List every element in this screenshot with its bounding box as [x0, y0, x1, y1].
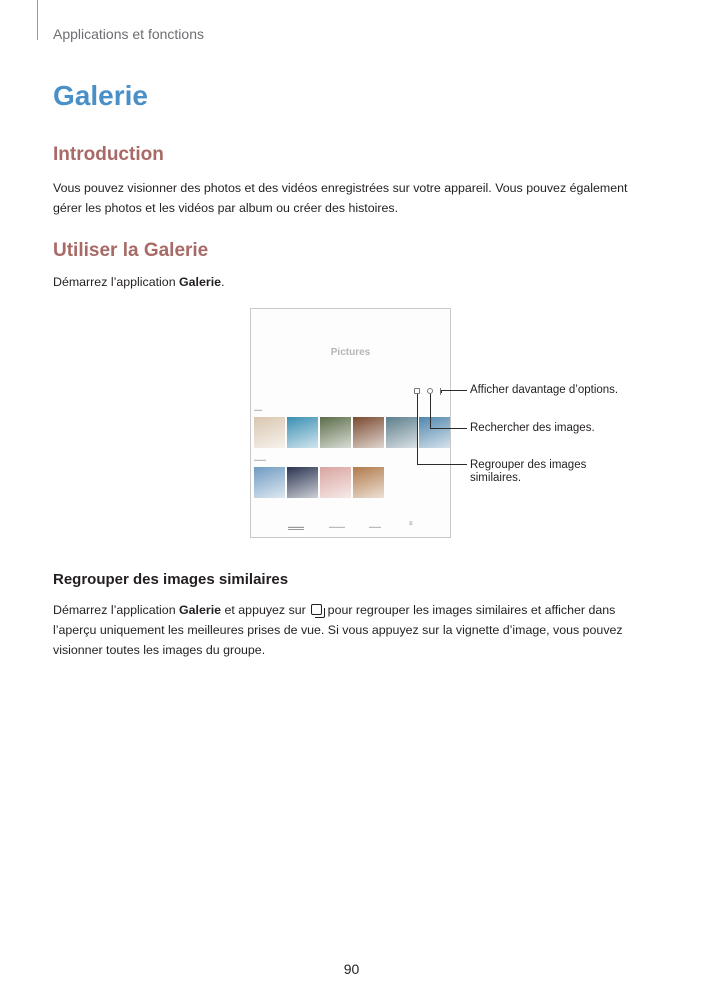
callout-group-line1: Regrouper des images [470, 459, 587, 471]
group-similar-icon [311, 604, 322, 615]
photo-thumbnail[interactable] [353, 417, 384, 448]
use-text-after: . [221, 275, 225, 289]
photo-thumbnail[interactable] [419, 417, 450, 448]
screenshot-section-label: ▬▬▬ [254, 457, 266, 462]
group-text-bold: Galerie [179, 603, 222, 617]
callout-line-more-v [441, 390, 442, 393]
group-text2: et appuyez sur [221, 603, 310, 617]
photo-thumbnail[interactable] [254, 417, 285, 448]
group-text1: Démarrez l’application [53, 603, 180, 617]
use-gallery-heading: Utiliser la Galerie [53, 240, 209, 261]
section-header: Applications et fonctions [53, 26, 204, 42]
screenshot-nav-albums[interactable]: ▬▬▬▬ [329, 524, 345, 529]
screenshot-section-label: ▬▬ [254, 407, 262, 412]
gallery-screenshot [250, 308, 451, 538]
callout-group-line2: similaires. [470, 472, 522, 484]
photo-thumbnail[interactable] [320, 467, 351, 498]
introduction-text: Vous pouvez visionner des photos et des vidéos enregistrées sur votre appareil. Vous pouvez également gérer les photos et les vidéos par album ou créer des histoires. [53, 181, 628, 215]
group-text3: pour regrouper les images similaires et afficher dans l’aperçu uniquement les meilleures prises de vue. Si vous appuyez sur la vignette d’image, vous pouvez visionner toutes les images du groupe. [53, 603, 623, 657]
photo-thumbnail[interactable] [254, 467, 285, 498]
callout-line-group [417, 464, 467, 465]
hamburger-menu-icon[interactable]: ≡ [409, 521, 413, 527]
photo-thumbnail[interactable] [386, 417, 417, 448]
callout-search: Rechercher des images. [470, 422, 595, 434]
header-rule [37, 0, 38, 40]
use-gallery-text [53, 272, 633, 292]
introduction-heading: Introduction [53, 144, 164, 165]
photo-thumbnail[interactable] [353, 467, 384, 498]
screenshot-nav-pictures[interactable]: ▬▬▬▬ [288, 524, 304, 529]
callout-line-search-v [430, 394, 431, 428]
photo-thumbnail[interactable] [287, 417, 318, 448]
page-title: Galerie [53, 80, 148, 111]
screenshot-app-title: Pictures [330, 347, 371, 358]
callout-more-options: Afficher davantage d’options. [470, 384, 619, 396]
page-number: 90 [343, 961, 360, 977]
callout-group [470, 459, 586, 485]
callout-line-more [441, 390, 467, 391]
use-text-bold: Galerie [179, 275, 222, 289]
callout-line-search [430, 428, 467, 429]
screenshot-nav-stories[interactable]: ▬▬▬ [369, 524, 381, 529]
group-similar-text [53, 600, 633, 660]
photo-thumbnail[interactable] [287, 467, 318, 498]
use-text-before: Démarrez l’application [53, 275, 180, 289]
group-similar-heading: Regrouper des images similaires [53, 571, 289, 588]
photo-thumbnail[interactable] [320, 417, 351, 448]
callout-line-group-v [417, 394, 418, 464]
